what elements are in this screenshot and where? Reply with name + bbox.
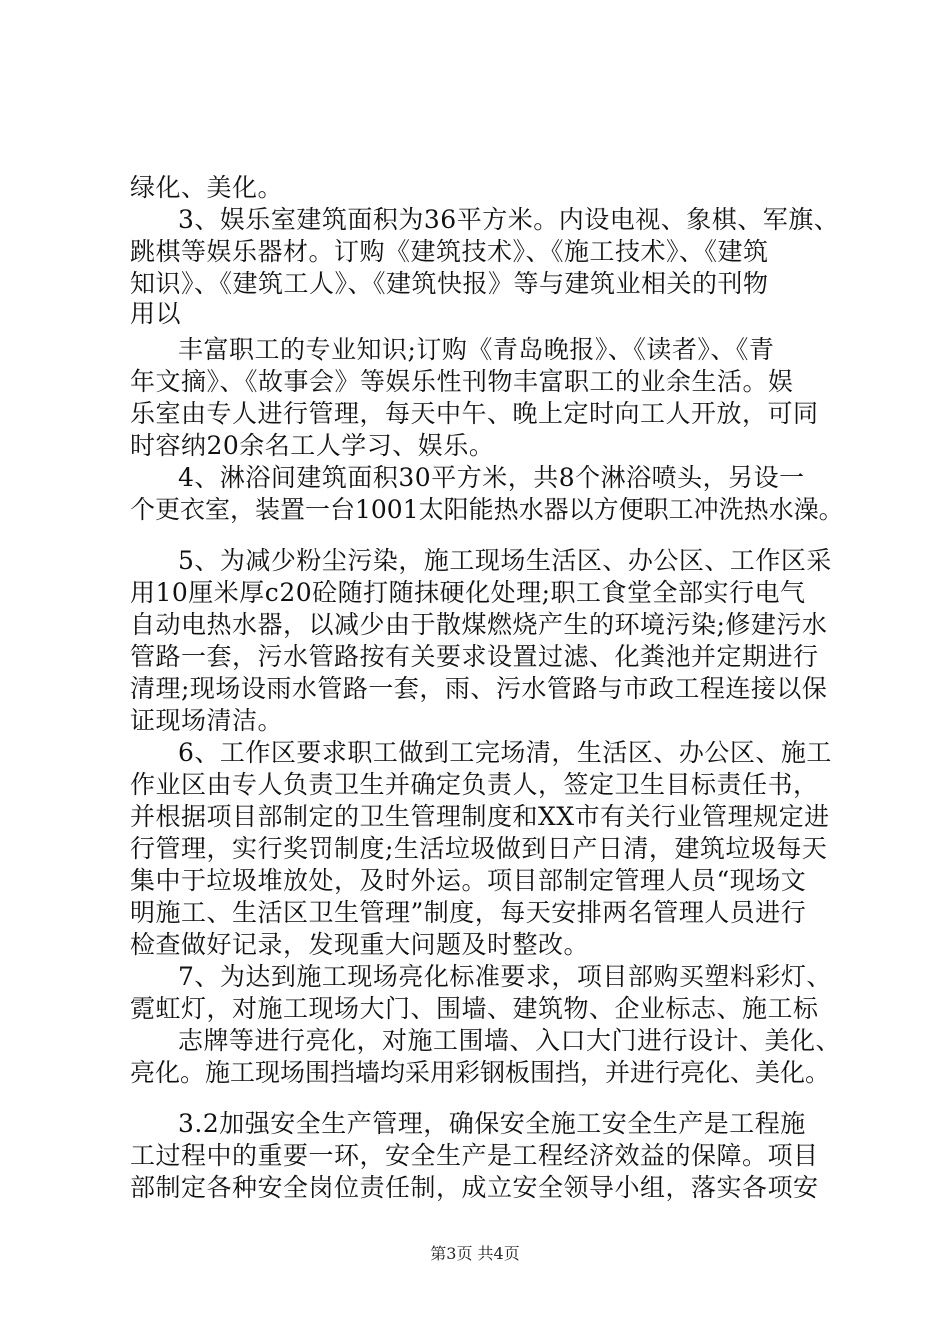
text-line: 清理;现场设雨水管路一套，雨、污水管路与市政工程连接以保 — [130, 674, 828, 703]
text-line: 作业区由专人负责卫生并确定负责人，签定卫生目标责任书， — [130, 770, 819, 799]
text-line: 知识》、《建筑工人》、《建筑快报》等与建筑业相关的刊物 — [130, 269, 769, 298]
text-line: 用10厘米厚c20砼随打随抹硬化处理;职工食堂全部实行电气 — [130, 578, 806, 607]
text-line: 丰富职工的专业知识;订购《青岛晚报》、《读者》、《青 — [178, 335, 775, 364]
text-line: 工过程中的重要一环，安全生产是工程经济效益的保障。项目 — [130, 1141, 819, 1170]
text-line: 行管理，实行奖罚制度;生活垃圾做到日产日清，建筑垃圾每天 — [130, 834, 828, 863]
text-line: 自动电热水器，以减少由于散煤燃烧产生的环境污染;修建污水 — [130, 610, 828, 639]
text-line: 跳棋等娱乐器材。订购《建筑技术》、《施工技术》、《建筑 — [130, 237, 769, 266]
text-line: 时容纳20余名工人学习、娱乐。 — [130, 431, 495, 460]
text-line: 3、娱乐室建筑面积为36平方米。内设电视、象棋、军旗、 — [178, 205, 840, 234]
text-line: 检查做好记录，发现重大问题及时整改。 — [130, 930, 590, 959]
text-line: 5、为减少粉尘污染，施工现场生活区、办公区、工作区采 — [178, 546, 832, 575]
text-line: 霓虹灯，对施工现场大门、围墙、建筑物、企业标志、施工标 — [130, 994, 819, 1023]
text-line: 集中于垃圾堆放处，及时外运。项目部制定管理人员“现场文 — [130, 866, 807, 895]
text-line: 3.2加强安全生产管理，确保安全施工安全生产是工程施 — [178, 1109, 806, 1138]
text-line: 亮化。施工现场围挡墙均采用彩钢板围挡，并进行亮化、美化。 — [130, 1058, 831, 1087]
text-line: 部制定各种安全岗位责任制，成立安全领导小组，落实各项安 — [130, 1173, 819, 1202]
text-line: 绿化、美化。 — [130, 173, 284, 202]
text-line: 乐室由专人进行管理，每天中午、晚上定时向工人开放，可同 — [130, 399, 819, 428]
text-line: 7、为达到施工现场亮化标准要求，项目部购买塑料彩灯、 — [178, 962, 832, 991]
text-line: 明施工、生活区卫生管理”制度，每天安排两名管理人员进行 — [130, 898, 807, 927]
text-line: 4、淋浴间建筑面积30平方米，共8个淋浴喷头，另设一 — [178, 463, 805, 492]
text-line: 并根据项目部制定的卫生管理制度和XX市有关行业管理规定进 — [130, 802, 830, 831]
text-line: 用以 — [130, 299, 182, 328]
text-line: 6、工作区要求职工做到工完场清，生活区、办公区、施工 — [178, 738, 832, 767]
text-line: 管路一套，污水管路按有关要求设置过滤、化粪池并定期进行 — [130, 642, 819, 671]
text-line: 证现场清洁。 — [130, 706, 284, 735]
page-number-footer: 第3页 共4页 — [430, 1244, 520, 1263]
text-line: 年文摘》、《故事会》等娱乐性刊物丰富职工的业余生活。娱 — [130, 367, 794, 396]
text-line: 志牌等进行亮化，对施工围墙、入口大门进行设计、美化、 — [178, 1026, 842, 1055]
text-line: 个更衣室，装置一台1001太阳能热水器以方便职工冲洗热水澡。 — [130, 495, 844, 524]
